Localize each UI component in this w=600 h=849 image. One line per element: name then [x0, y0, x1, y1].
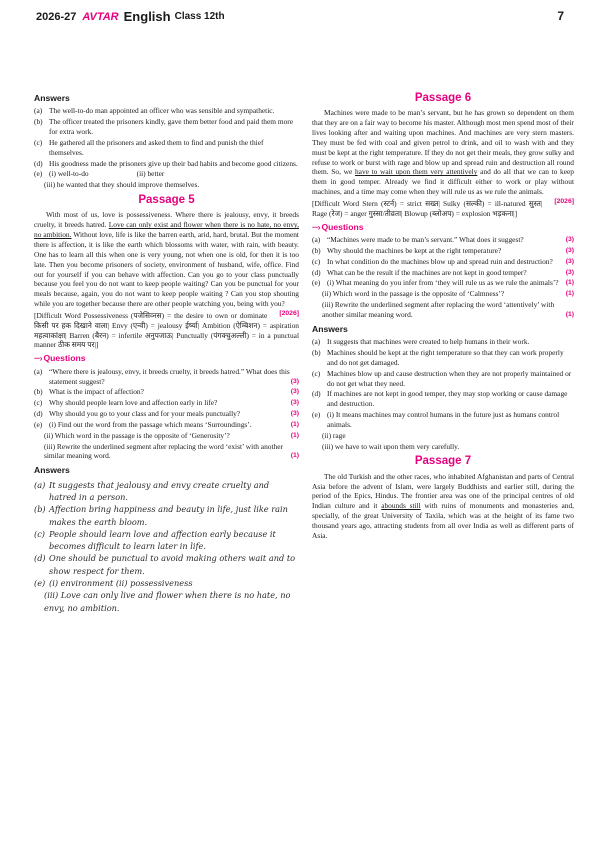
handwritten-answer	[34, 528, 299, 553]
passage-segment: The old Turkish and the other races, who inhabited Afghanistan and parts of Central Asia before the advent of Islam, were largely Buddhists and earlier still, during the period of the Epics, Hindus. The frontier area was one of the principal centres of old Indian culture and it	[312, 471, 574, 511]
marks-badge: (1)	[565, 279, 574, 287]
passage-5-text	[34, 210, 299, 317]
question-item	[322, 289, 574, 299]
questions-heading	[34, 353, 299, 364]
questions-list	[34, 367, 299, 462]
question-text	[322, 289, 574, 299]
passage-segment: With most of us, love is possessiveness. Where there is jealousy, envy, it breeds cruelty, it breeds hatred.	[34, 210, 299, 230]
answers-list	[34, 106, 299, 190]
question-item	[312, 257, 574, 267]
questions-heading-label: Questions	[43, 353, 86, 364]
answer-text: People should learn love and affection early because it becomes difficult to learn later in life.	[49, 528, 276, 552]
answer-label: (d)	[34, 158, 43, 168]
answer-text: It suggests that machines were created to help humans in their work.	[327, 337, 530, 347]
question-text	[49, 420, 299, 430]
handwritten-answers	[34, 479, 299, 614]
questions-heading-label: Questions	[321, 221, 364, 232]
answer-label: (c)	[34, 528, 45, 539]
questions-heading	[312, 222, 574, 233]
answer-label: (b)	[34, 504, 46, 515]
page-header	[36, 6, 564, 28]
question-text	[49, 387, 299, 397]
answer-text: His goodness made the prisoners give up their bad habits and become good citizens.	[49, 158, 298, 168]
answer-label: (a)	[34, 106, 43, 116]
answer-text: (i) It means machines may control humans in the future just as humans control animals.	[327, 410, 560, 429]
answer-label: (a)	[312, 337, 321, 347]
question-item	[34, 409, 299, 419]
answer-text: Machines blow up and cause destruction when they are not properly maintained or do not get what they need.	[327, 368, 572, 388]
marks-badge: (1)	[290, 452, 299, 460]
answer-text: (iii) we have to wait upon them very carefully.	[322, 441, 460, 451]
underlined-segment: Love can only exist and flower when there is no hate, no envy, no ambition.	[34, 220, 299, 240]
answer-text: Machines should be kept at the right temperature so that they can work properly and do not get damaged.	[327, 348, 564, 367]
question-text	[49, 409, 299, 419]
question-body: In what condition do the machines blow up and spread ruin and destruction?	[327, 256, 553, 266]
arrow-icon: ···›	[312, 221, 320, 232]
answer-label: (d)	[34, 553, 46, 564]
marks-badge: (3)	[290, 399, 299, 407]
question-label: (b)	[34, 387, 43, 397]
question-body: Why should you go to your class and for your meals punctually?	[49, 409, 241, 419]
answer-item	[34, 106, 299, 116]
answer-item	[44, 180, 299, 190]
underlined-segment: have to wait upon them very attentively	[354, 167, 478, 177]
question-text	[49, 367, 299, 387]
marks-badge: (3)	[290, 388, 299, 396]
question-text	[327, 246, 574, 256]
handwritten-answer	[34, 479, 299, 504]
question-item	[34, 420, 299, 430]
header-year: 2026-27	[36, 10, 77, 23]
question-label: (d)	[34, 409, 43, 419]
question-body: (iii) Rewrite the underlined segment after replacing the word ‘attentively’ with another similar meaning word.	[322, 300, 555, 319]
left-column	[34, 91, 299, 614]
answer-item	[34, 117, 299, 137]
answer-item	[34, 169, 299, 179]
marks-badge: (1)	[290, 431, 299, 439]
answers-heading-2: Answers	[34, 465, 70, 476]
marks-badge: (1)	[565, 310, 574, 318]
marks-badge: (3)	[290, 410, 299, 418]
question-item	[34, 387, 299, 397]
handwritten-answer	[44, 589, 299, 614]
answer-text: (i) environment (ii) possessiveness	[49, 578, 193, 589]
answer-part: (i) well-to-do	[49, 169, 89, 179]
answer-part: (ii) better	[136, 169, 165, 179]
answer-text: (ii) rage	[322, 430, 346, 440]
difficult-words: [Difficult Word Stern (स्टर्न) = strict सख्त| Sulky (सल्की) = ill-natured सुस्त| Rage (रेज) = anger गुस्सा/तीव्रता| Blowup (ब्लोअप) = explosion भड़कना|]	[312, 198, 543, 218]
question-label: (e)	[312, 278, 321, 288]
question-body: Why should the machines be kept at the right temperature?	[327, 245, 502, 255]
answer-label: (c)	[312, 368, 321, 378]
passage-segment: and do all that we can to keep them in good temper. Already we find it difficult either to work or play without machines, and a time may come when they will rule us as we rule the animals.	[312, 167, 574, 197]
answer-item	[322, 431, 574, 441]
question-text	[327, 268, 574, 278]
passage-7-title: Passage 7	[414, 455, 472, 468]
answer-label: (c)	[34, 137, 43, 147]
marks-badge: (3)	[565, 257, 574, 265]
question-body: Why should people learn love and affection early in life?	[49, 398, 218, 408]
answer-text: Affection bring happiness and beauty in life, just like rain makes the earth bloom.	[49, 504, 288, 527]
answer-text: (iii) Love can only live and flower when there is no hate, no envy, no ambition.	[44, 590, 291, 613]
question-label: (e)	[34, 419, 43, 429]
passage-5-title: Passage 5	[138, 194, 195, 207]
question-body: (iii) Rewrite the underlined segment after replacing the word ‘exist’ with another similar meaning word.	[44, 441, 283, 461]
marks-badge: (3)	[565, 268, 574, 276]
passage-segment: Without love, life is like the barren earth, arid, hard, brutal. But the moment there is affection, it is like the earth which blossoms with water, with rain, with beauty. One has to learn all this when one is very young, not when one is old, for then it is too late. Then you become prisoners of society, environment of husband, wife, office. Find out for yourself if you can behave with affection. Can you go to your class punctually because you feel you do not want to keep people waiting? Can you be punctual for your meals because, again, you do not want to keep people waiting ? Can you stop shouting while you are together because there are other people watching you, being with you?	[34, 230, 299, 309]
question-body: (i) What meaning do you infer from ‘they will rule us as we rule the animals’?	[327, 278, 559, 288]
answer-item	[312, 389, 574, 409]
question-body: (ii) Which word in the passage is the opposite of ‘Generosity’?	[44, 430, 230, 440]
handwritten-answer	[34, 503, 299, 528]
marks-badge: (1)	[290, 420, 299, 428]
handwritten-answer	[34, 577, 299, 589]
question-body: “Machines were made to be man’s servant.” What does it suggest?	[327, 234, 524, 244]
marks-badge: (3)	[290, 377, 299, 385]
passage-6-text	[312, 108, 574, 205]
passage-6-title: Passage 6	[414, 92, 472, 104]
question-label: (b)	[312, 245, 321, 255]
marks-badge: (1)	[565, 290, 574, 298]
question-text	[322, 300, 574, 320]
question-body: “Where there is jealousy, envy, it breeds cruelty, it breeds hatred.” What does this statement suggest?	[49, 366, 290, 386]
difficult-words: [Difficult Word Possessiveness (पजेसिव्नस) = the desire to own or dominate किसी पर हक दिखाने वाला| Envy (एन्वी) = jealousy ईर्ष्या| Ambition (ऐम्बिशन) = aspiration महत्वाकांक्षा| Barren (बैरन) = infertile अनुपजाऊ| Punctually (पंगक्चुअल्ली) = in a punctual manner ठीक समय पर|]	[34, 310, 299, 350]
question-item	[34, 367, 299, 387]
answer-label: (d)	[312, 389, 321, 399]
header-subject: English	[123, 9, 171, 25]
answer-text: The well-to-do man appointed an officer who was sensible and sympathetic.	[49, 106, 275, 116]
answer-label: (b)	[34, 117, 43, 127]
answer-label: (e)	[34, 169, 43, 179]
header-class: Class 12th	[174, 11, 225, 23]
question-label: (c)	[34, 398, 43, 408]
question-text	[327, 257, 574, 267]
question-item	[44, 442, 299, 462]
answer-label: (a)	[34, 479, 46, 490]
question-item	[312, 246, 574, 256]
year-tag: [2026]	[279, 309, 299, 317]
answers-heading: Answers	[34, 93, 70, 103]
marks-badge: (3)	[565, 246, 574, 254]
passage-segment: Machines were made to be man’s servant, but he has grown so dependent on them that they are on a fair way to become his master. Although most men spend most of their lives looking after and waiting upon machines. And machines are very stern masters. They must be fed with coal and given petrol to drink, and oil to wash with and they must be kept at the right temperature. If they do not get their meals, they grow sulky and refuse to work or burst with rage and blow up and spread ruin and destruction all round them. So, we	[312, 108, 574, 177]
answer-text: (iii) he wanted that they should improve themselves.	[44, 180, 200, 190]
answer-item	[312, 337, 574, 347]
question-item	[44, 431, 299, 441]
question-body: What is the impact of affection?	[49, 387, 144, 397]
passage-7-text	[312, 472, 574, 541]
question-body: What can be the result if the machines are not kept in good temper?	[327, 267, 527, 277]
year-tag: [2026]	[554, 197, 574, 205]
answer-item	[322, 442, 574, 452]
answer-text: He gathered all the prisoners and asked them to find and punish the thief themselves.	[49, 137, 264, 157]
answer-item	[34, 138, 299, 158]
answer-text: One should be punctual to avoid making others wait and to show respect for them.	[49, 553, 296, 576]
question-text	[327, 235, 574, 245]
answer-label: (b)	[312, 348, 321, 357]
brand-logo: AVTAR	[82, 10, 119, 23]
question-text	[327, 278, 574, 288]
question-item	[34, 398, 299, 408]
passage-segment: with ruins of monuments and monasteries and, specially, of the great University of Taxila, which was at the height of its fame two thousand years ago, attracting students from all over India as well as different parts of Asia.	[312, 501, 574, 540]
questions-list	[312, 235, 574, 320]
answer-label: (e)	[34, 578, 46, 589]
answer-text: If machines are not kept in good temper, they may stop working or cause damage and destruction.	[327, 389, 568, 409]
answer-text: It suggests that jealousy and envy create cruelty and hatred in a person.	[49, 479, 270, 502]
page-number: 7	[557, 9, 564, 24]
answer-item	[34, 159, 299, 169]
question-text	[49, 398, 299, 408]
question-body: (i) Find out the word from the passage which means ‘Surroundings’.	[49, 419, 252, 429]
question-text	[44, 442, 299, 462]
question-item	[322, 300, 574, 320]
answers-heading: Answers	[312, 323, 348, 334]
question-text	[44, 431, 299, 441]
answers-list	[312, 337, 574, 451]
handwritten-answer	[34, 552, 299, 577]
answer-text	[49, 169, 299, 179]
question-item	[312, 235, 574, 245]
underlined-segment: abounds still	[381, 501, 421, 511]
question-label: (a)	[312, 234, 321, 244]
question-item	[312, 278, 574, 288]
right-column	[312, 91, 574, 541]
answer-label: (e)	[312, 410, 321, 420]
question-item	[312, 268, 574, 278]
question-label: (a)	[34, 366, 43, 376]
answer-item	[312, 369, 574, 389]
question-label: (c)	[312, 256, 321, 266]
marks-badge: (3)	[565, 235, 574, 243]
answer-item	[312, 410, 574, 430]
question-body: (ii) Which word in the passage is the opposite of ‘Calmness’?	[322, 289, 505, 299]
answer-item	[312, 348, 574, 368]
arrow-icon: ···›	[34, 353, 42, 364]
answer-text: The officer treated the prisoners kindly, gave them better food and paid them more for extra work.	[49, 117, 294, 137]
question-label: (d)	[312, 267, 321, 277]
